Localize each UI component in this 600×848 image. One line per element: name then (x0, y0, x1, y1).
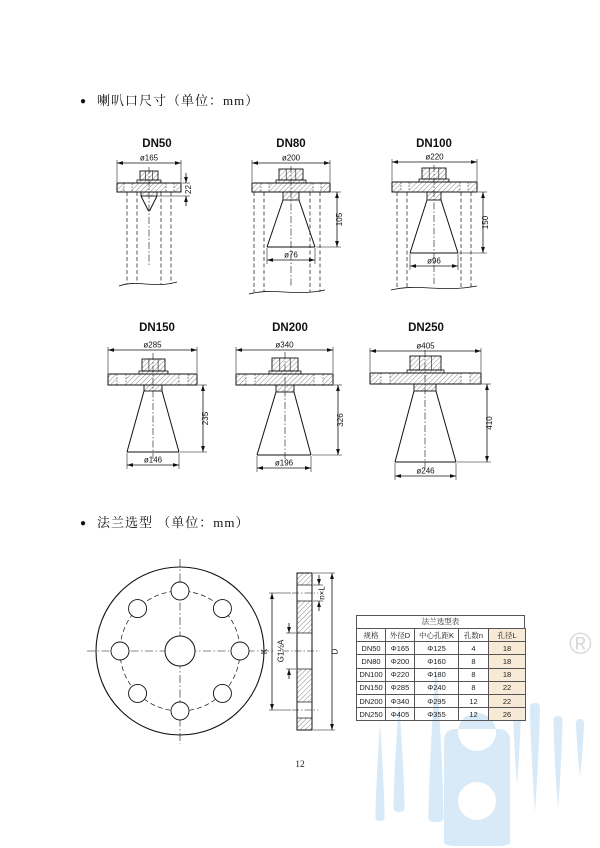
table-header-cell: 孔数n (459, 629, 489, 642)
dimension-label: 235 (201, 411, 210, 426)
section-title-text: 法兰选型 （单位：mm） (97, 515, 250, 530)
diagram-title: DN100 (416, 138, 452, 150)
table-cell: DN80 (357, 655, 386, 668)
flange-front-view (87, 559, 273, 744)
horn-diagram-dn200 (236, 322, 345, 472)
table-cell: 4 (459, 642, 489, 655)
diagram-title: DN150 (139, 322, 175, 334)
table-cell: Φ405 (386, 708, 415, 721)
dimension-label: n×L (317, 586, 327, 600)
table-cell: Φ160 (415, 655, 459, 668)
table-cell: DN100 (357, 668, 386, 681)
table-cell: 18 (489, 642, 526, 655)
table-cell: Φ295 (415, 694, 459, 707)
horn-diagram-dn250 (370, 322, 494, 480)
table-cell: 8 (459, 655, 489, 668)
table-row (357, 655, 526, 668)
table-cell: Φ165 (386, 642, 415, 655)
table-header-cell: 外径D (386, 629, 415, 642)
registered-trademark-icon: ® (569, 626, 592, 661)
table-title: 法兰选型表 (356, 615, 525, 628)
dimension-label: 105 (335, 212, 344, 227)
dimension-label: G1½A (276, 639, 286, 663)
dimension-label: D (330, 648, 340, 655)
table-cell: 22 (489, 694, 526, 707)
dimension-label: ø165 (139, 153, 159, 163)
dimension-label: ø200 (281, 153, 301, 163)
table-cell: 22 (489, 681, 526, 694)
flange-selection-table (356, 615, 525, 721)
table-cell: 8 (459, 681, 489, 694)
table-cell: 8 (459, 668, 489, 681)
table-cell: 18 (489, 655, 526, 668)
table-cell: Φ340 (386, 694, 415, 707)
flange-side-view (260, 573, 340, 730)
dimension-label: 22 (184, 185, 193, 194)
table-cell: 18 (489, 668, 526, 681)
section-title-text: 喇叭口尺寸（单位：mm） (97, 93, 260, 108)
table-header-cell: 中心孔距K (415, 629, 459, 642)
table-row (357, 668, 526, 681)
table-cell: DN50 (357, 642, 386, 655)
table-cell: Φ240 (415, 681, 459, 694)
dimension-label: ø196 (274, 458, 294, 468)
table-cell: DN200 (357, 694, 386, 707)
dimension-label: 410 (485, 416, 494, 430)
table-header-cell: 规格 (357, 629, 386, 642)
table-cell: Φ220 (386, 668, 415, 681)
bullet-icon: ● (80, 96, 88, 107)
diagram-title: DN200 (272, 322, 308, 334)
table-cell: 12 (459, 694, 489, 707)
horn-diagram-dn80 (249, 138, 344, 294)
table-row (357, 642, 526, 655)
dimension-label: ø76 (284, 250, 298, 260)
table-row (357, 708, 526, 721)
table-cell: Φ125 (415, 642, 459, 655)
dimension-label: ø405 (416, 341, 435, 351)
dimension-label: ø220 (425, 152, 444, 162)
horn-diagram-dn50 (117, 138, 193, 286)
table-cell: Φ355 (415, 708, 459, 721)
table-row (357, 681, 526, 694)
horn-diagram-dn150 (108, 322, 210, 469)
page-number: 12 (295, 760, 305, 770)
table-cell: Φ200 (386, 655, 415, 668)
table-cell: DN250 (357, 708, 386, 721)
table-cell: Φ180 (415, 668, 459, 681)
table-cell: DN150 (357, 681, 386, 694)
horn-diagram-dn100 (391, 138, 490, 290)
bullet-icon: ● (80, 518, 88, 529)
dimension-label: ø340 (275, 340, 294, 350)
dimension-label: ø146 (143, 455, 163, 465)
table-row (357, 694, 526, 707)
dimension-label: ø285 (143, 340, 162, 350)
diagram-title: DN250 (408, 322, 444, 334)
dimension-label: ø96 (427, 256, 441, 266)
table-header-cell: 孔径L (489, 629, 526, 642)
table-cell: 26 (489, 708, 526, 721)
dimension-label: K (260, 648, 269, 655)
table-cell: Φ285 (386, 681, 415, 694)
table-grid (356, 628, 526, 721)
dimension-label: 150 (481, 215, 490, 230)
dimension-label: 326 (336, 413, 345, 427)
diagram-title: DN50 (142, 138, 172, 150)
diagram-title: DN80 (276, 138, 306, 150)
table-cell: 12 (459, 708, 489, 721)
dimension-label: ø246 (416, 466, 435, 476)
